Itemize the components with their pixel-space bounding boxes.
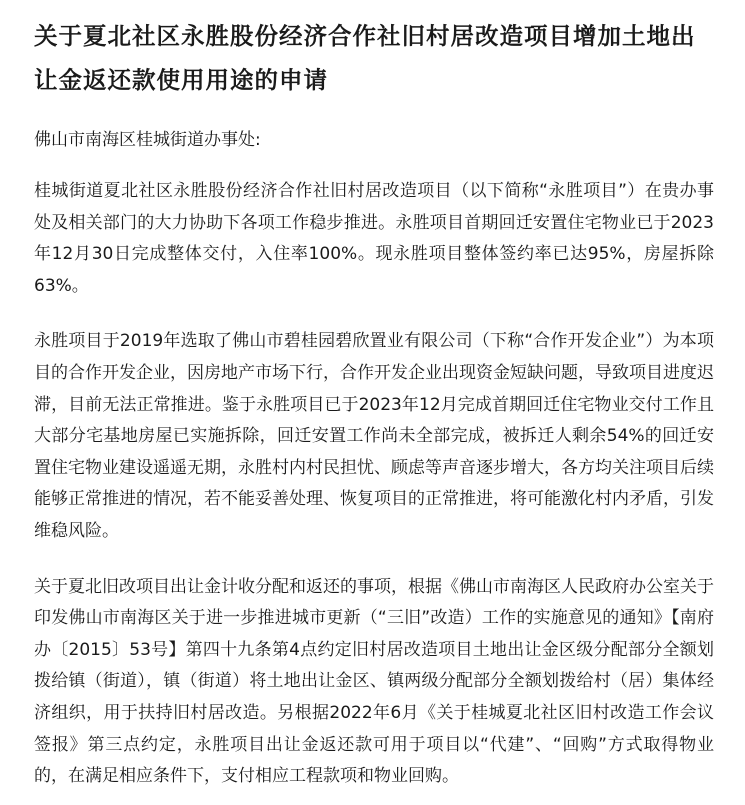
paragraph-3: 关于夏北旧改项目出让金计收分配和返还的事项，根据《佛山市南海区人民政府办公室关于印发佛山市南海区关于进一步推进城市更新（“三旧”改造）工作的实施意见的通知》【南府办〔2015〕53号】第四十九条第4点约定旧村居改造项目土地出让金区级分配部分全额划拨给镇（街道），镇（街道）将土地出让金区、镇两级分配部分全额划拨给村（居）集体经济组织，用于扶持旧村居改造。另根据2022年6月《关于桂城夏北社区旧村改造工作会议签报》第三点约定，永胜项目出让金返还款可用于项目以“代建”、“回购”方式取得物业的，在满足相应条件下，支付相应工程款项和物业回购。 — [34, 576, 714, 787]
paragraph-2: 永胜项目于2019年选取了佛山市碧桂园碧欣置业有限公司（下称“合作开发企业”）为本项目的合作开发企业，因房地产市场下行，合作开发企业出现资金短缺问题，导致项目进度迟滞，目前无法正常推进。鉴于永胜项目已于2023年12月完成首期回迁住宅物业交付工作且大部分宅基地房屋已实施拆除，回迁安置工作尚未全部完成，被拆迁人剩余54%的回迁安置住宅物业建设遥遥无期，永胜村内村民担忧、顾虑等声音逐步增大，各方均关注项目后续能够正常推进的情况，若不能妥善处理、恢复项目的正常推进，将可能激化村内矛盾，引发维稳风险。 — [34, 331, 714, 541]
document-title: 关于夏北社区永胜股份经济合作社旧村居改造项目增加土地出让金返还款使用用途的申请 — [34, 22, 696, 94]
document-body — [34, 14, 714, 793]
paragraph-1: 桂城街道夏北社区永胜股份经济合作社旧村居改造项目（以下简称“永胜项目”）在贵办事处及相关部门的大力协助下各项工作稳步推进。永胜项目首期回迁安置住宅物业已于2023年12月30日完成整体交付，入住率100%。现永胜项目整体签约率已达95%，房屋拆除63%。 — [34, 181, 714, 296]
salutation: 佛山市南海区桂城街道办事处: — [34, 130, 261, 150]
